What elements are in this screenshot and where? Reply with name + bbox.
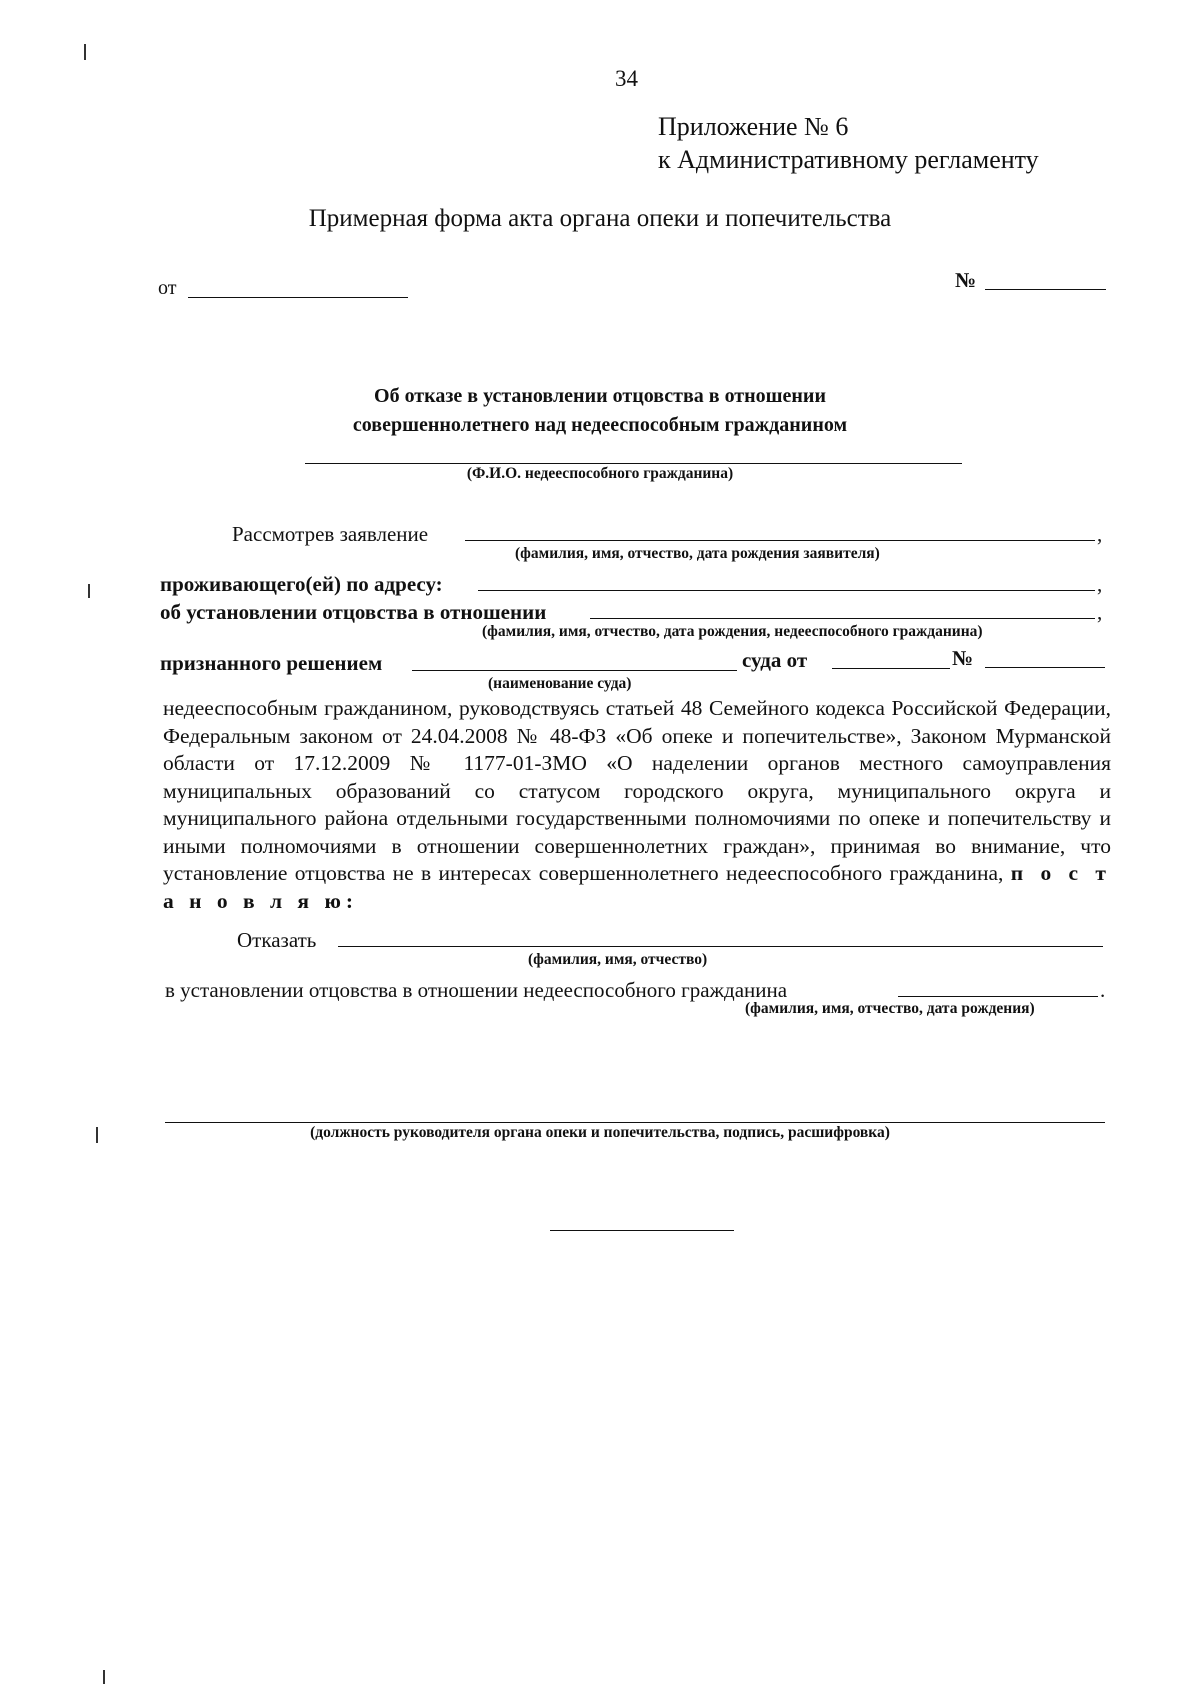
paternity-label: об установлении отцовства в отношении xyxy=(160,600,547,624)
ward-name-hint: (Ф.И.О. недееспособного гражданина) xyxy=(466,465,734,482)
court-hint: (наименование суда) xyxy=(488,675,632,692)
period-mark: . xyxy=(1100,978,1106,1002)
ward-field-line xyxy=(590,618,1095,619)
comma-mark: , xyxy=(1097,522,1103,546)
body-text: недееспособным гражданином, руководствуясь статьей 48 Семейного кодекса Российской Федерации, Федеральным законом от 24.04.2008 № 48-ФЗ «Об опеке и попечительстве», Законом Мурманской области от 17.12.2009 № 1177-01-ЗМО «О наделении органов местного самоуправления муниципальных образований со статусом городского округа, муниципального округа и муниципального района отдельными государственными полномочиями по опеке и попечительству и иными полномочиями в отношении совершеннолетних граждан», принимая во внимание, что установление отцовства не в интересах совершеннолетнего недееспособного гражданина, xyxy=(163,696,1111,885)
address-field-line xyxy=(478,590,1095,591)
address-label: проживающего(ей) по адресу: xyxy=(160,572,443,596)
act-title xyxy=(0,382,1200,440)
ward-name-line xyxy=(305,463,962,464)
recognized-label: признанного решением xyxy=(160,651,383,675)
page-number: 34 xyxy=(615,66,638,91)
form-title: Примерная форма акта органа опеки и попечительства xyxy=(308,205,892,232)
scan-mark xyxy=(96,1127,98,1143)
refuse-line-hint: (фамилия, имя, отчество, дата рождения) xyxy=(745,1000,1035,1017)
appendix-header xyxy=(658,110,1039,176)
refuse-ward-line xyxy=(898,996,1098,997)
refuse-line-text: в установлении отцовства в отношении недееспособного гражданина xyxy=(165,978,788,1002)
body-paragraph xyxy=(163,695,1111,915)
applicant-hint: (фамилия, имя, отчество, дата рождения заявителя) xyxy=(515,545,880,562)
act-title-line-1: Об отказе в установлении отцовства в отношении xyxy=(374,385,826,407)
ward-hint: (фамилия, имя, отчество, дата рождения, недееспособного гражданина) xyxy=(482,623,983,640)
refuse-label: Отказать xyxy=(237,928,317,952)
court-date-line xyxy=(832,668,950,669)
application-label: Рассмотрев заявление xyxy=(232,522,429,546)
number-field-line xyxy=(985,289,1106,290)
resolve-word: п о с т а н о в л я ю: xyxy=(163,861,1111,913)
date-field-line xyxy=(188,297,408,298)
court-number-line xyxy=(985,667,1105,668)
refuse-name-line xyxy=(338,946,1103,947)
signature-line xyxy=(165,1122,1105,1123)
scan-mark xyxy=(84,44,86,60)
scan-mark xyxy=(88,584,90,598)
court-number-label: № xyxy=(952,646,974,670)
date-label: от xyxy=(158,277,177,299)
appendix-line-2: к Административному регламенту xyxy=(658,145,1039,174)
comma-mark: , xyxy=(1097,600,1103,624)
closing-separator xyxy=(550,1230,734,1231)
refuse-hint: (фамилия, имя, отчество) xyxy=(528,951,708,968)
act-title-line-2: совершеннолетнего над недееспособным гражданином xyxy=(352,414,848,436)
court-from-label: суда от xyxy=(742,648,808,672)
signature-hint: (должность руководителя органа опеки и попечительства, подпись, расшифровка) xyxy=(310,1124,890,1141)
number-label: № xyxy=(955,268,977,292)
appendix-line-1: Приложение № 6 xyxy=(658,112,849,141)
scan-mark xyxy=(103,1670,105,1684)
court-name-line xyxy=(412,670,737,671)
applicant-field-line xyxy=(465,540,1095,541)
comma-mark: , xyxy=(1097,572,1103,596)
